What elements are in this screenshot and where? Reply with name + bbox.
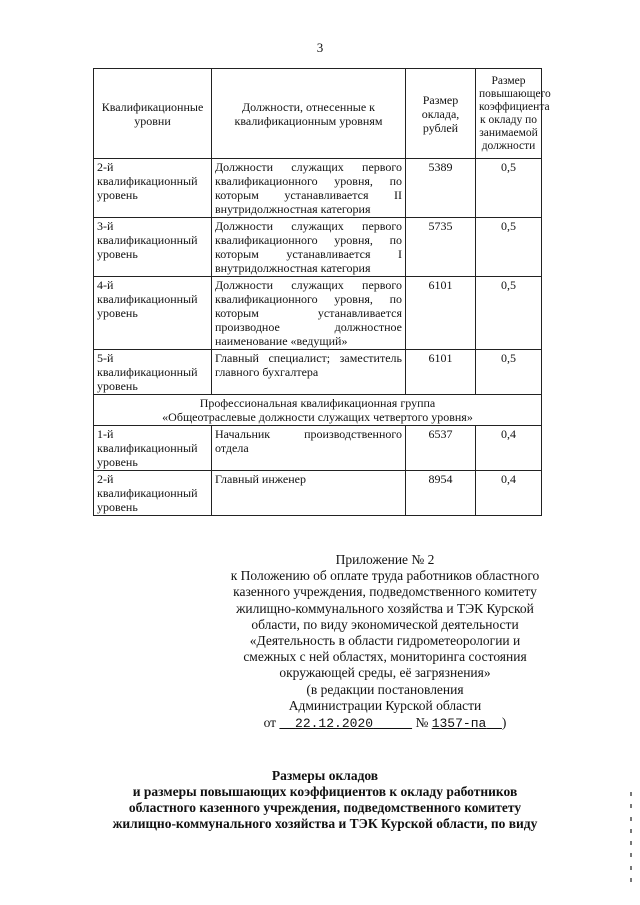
group-title: Профессиональная квалификационная группа: [199, 396, 436, 410]
title-line: областного казенного учреждения, подведомственного комитету: [128, 800, 522, 815]
coefficient-cell: 0,5: [476, 277, 542, 350]
document-title: [60, 768, 590, 832]
table-row: [94, 277, 542, 350]
appendix-line: смежных с ней областях, мониторинга состояния: [243, 649, 527, 665]
level-cell: 1-й квалификационный уровень: [94, 426, 212, 471]
level-cell: 3-й квалификационный уровень: [94, 218, 212, 277]
salary-table: [93, 68, 551, 516]
appendix-line: Администрации Курской области: [288, 697, 482, 713]
table-row: [94, 218, 542, 277]
appendix-line: (в редакции постановления: [306, 681, 464, 697]
level-cell: 2-й квалификационный уровень: [94, 159, 212, 218]
salary-cell: 5735: [406, 218, 476, 277]
scan-margin-marks: [630, 792, 636, 882]
coefficient-cell: 0,4: [476, 426, 542, 471]
appendix-line: казенного учреждения, подведомственного комитету: [233, 584, 537, 600]
positions-cell: Начальник производственного отдела: [212, 426, 406, 471]
header-salary: Размер оклада, рублей: [406, 69, 476, 159]
ref-number: 1357-па: [431, 716, 487, 732]
ref-number-sign: №: [415, 715, 429, 731]
appendix-line: области, по виду экономической деятельности: [251, 616, 519, 632]
ref-prefix: от: [263, 715, 277, 731]
positions-cell: Должности служащих первого квалификационного уровня, по которым устанавливается I внутридолжностная категория: [212, 218, 406, 277]
salary-cell: 6537: [406, 426, 476, 471]
level-cell: 5-й квалификационный уровень: [94, 350, 212, 395]
group-subtitle: «Общеотраслевые должности служащих четвертого уровня»: [162, 410, 473, 424]
group-row: [94, 395, 542, 426]
level-cell: 4-й квалификационный уровень: [94, 277, 212, 350]
positions-cell: Главный специалист; заместитель главного бухгалтера: [212, 350, 406, 395]
coefficient-cell: 0,5: [476, 218, 542, 277]
page-number: 3: [316, 40, 324, 55]
positions-cell: Должности служащих первого квалификационного уровня, по которым устанавливается производное должностное наименование «ведущий»: [212, 277, 406, 350]
ref-suffix: ): [501, 715, 507, 731]
header-level: Квалификационные уровни: [94, 69, 212, 159]
table-row: [94, 471, 542, 516]
positions-cell: Главный инженер: [212, 471, 406, 516]
coefficient-cell: 0,5: [476, 159, 542, 218]
title-line: жилищно-коммунального хозяйства и ТЭК Курской области, по виду: [112, 816, 538, 831]
table-row: [94, 350, 542, 395]
level-cell: 2-й квалификационный уровень: [94, 471, 212, 516]
table-header-row: [94, 69, 542, 159]
header-positions: Должности, отнесенные к квалификационным уровням: [212, 69, 406, 159]
header-coefficient: Размер повышающего коэффициента к окладу по занимаемой должности: [476, 69, 542, 159]
ref-date: 22.12.2020: [295, 716, 374, 732]
coefficient-cell: 0,5: [476, 350, 542, 395]
appendix-title: Приложение № 2: [335, 552, 435, 567]
appendix-line: к Положению об оплате труда работников областного: [230, 568, 540, 584]
salary-cell: 5389: [406, 159, 476, 218]
resolution-reference: [200, 715, 570, 732]
group-header-cell: [94, 395, 542, 426]
appendix-line: окружающей среды, её загрязнения»: [279, 665, 491, 681]
title-line: и размеры повышающих коэффициентов к окладу работников: [132, 784, 518, 799]
salary-cell: 6101: [406, 277, 476, 350]
coefficient-cell: 0,4: [476, 471, 542, 516]
appendix-block: [200, 552, 570, 732]
appendix-line: «Деятельность в области гидрометеорологии и: [249, 633, 521, 649]
salary-cell: 8954: [406, 471, 476, 516]
title-line: Размеры окладов: [271, 768, 379, 783]
salary-cell: 6101: [406, 350, 476, 395]
table-row: [94, 426, 542, 471]
appendix-line: жилищно-коммунального хозяйства и ТЭК Курской: [236, 600, 534, 616]
table-row: [94, 159, 542, 218]
positions-cell: Должности служащих первого квалификационного уровня, по которым устанавливается II внутридолжностная категория: [212, 159, 406, 218]
